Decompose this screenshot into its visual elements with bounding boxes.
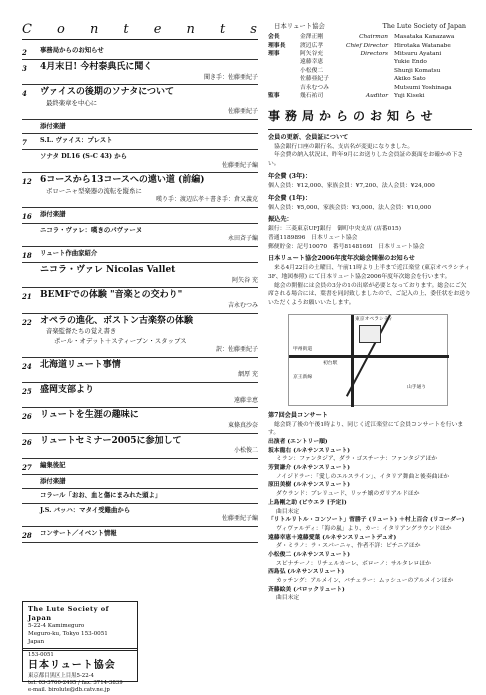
fee-3yr-text: 個人会員：¥12,000、家族会員：¥7,200、法人会員：¥24,000	[268, 182, 435, 189]
article-title: リュートセミナー2005に参加して	[40, 435, 182, 446]
article-title: コンサート／イベント情報	[40, 528, 117, 537]
officer-name: 佐藤亜紀子	[300, 76, 329, 83]
performer: 遠藤幸恵＋遠藤愛葉 (ルネサンスリュートデュオ)	[268, 534, 397, 541]
officer-title	[344, 67, 394, 75]
society-address-en	[22, 601, 138, 651]
article-author: 網厚 充	[238, 371, 258, 379]
officer-name: 小松俊二	[300, 67, 324, 74]
officer-title: Directors	[360, 51, 388, 58]
page-number	[22, 506, 40, 524]
program: 曲目未定	[276, 508, 300, 515]
article-author: 訳：佐藤亜紀子	[215, 345, 258, 353]
article-title: 添付楽譜	[40, 209, 66, 218]
officer-role	[268, 75, 300, 83]
officer-name: 渡辺広孝	[300, 42, 324, 49]
contents-item[interactable]	[22, 85, 258, 120]
performer-list	[268, 447, 472, 603]
map-road	[351, 315, 354, 407]
contents-heading-letter: n	[186, 22, 196, 37]
article-title: BEMFでの体験 "音楽との交わり"	[40, 290, 183, 301]
article-author: 佐藤亜紀子	[227, 108, 258, 116]
article-subtitle: ポール・オデット＋スティーブン・スタッブス	[54, 336, 187, 345]
page-number: 28	[22, 530, 32, 540]
notice-heading: 事務局からのお知らせ	[268, 108, 472, 129]
page-number	[22, 122, 40, 131]
page-number: 26	[22, 437, 32, 447]
program: ヴィヴァルディ：「海の嵐」より、カー：イタリアングラウンドほか	[276, 525, 452, 532]
article-title: 北海道リュート事情	[40, 359, 121, 370]
article-author: 東條真沙奈	[227, 422, 258, 430]
article-subtitle: 最終楽章を中心に	[46, 99, 98, 108]
performer: 原田美樹 (ルネサンスリュート)	[268, 482, 351, 489]
contents-item[interactable]	[22, 475, 258, 489]
contents-heading-letter: C	[22, 22, 33, 37]
officer-role	[268, 84, 300, 92]
program: 曲目未定	[276, 595, 300, 602]
article-title: 添付楽譜	[40, 122, 66, 131]
contents-heading-letter: n	[89, 22, 100, 37]
performers-label: 出演者 (エントリー順)	[268, 439, 328, 446]
contents-item[interactable]	[22, 408, 258, 433]
fee-1yr-text: 個人会員：¥5,000、家族会員：¥3,000、法人会員：¥10,000	[268, 204, 432, 211]
zip-code: 153-0051	[28, 652, 54, 658]
address-line: Meguro-ku, Tokyo 153-0051	[28, 631, 108, 638]
contents-item[interactable]	[22, 44, 258, 60]
program: ダ・ミラノ：ラ・スパーニャ、作者不詳：ピチニアほか	[276, 543, 421, 550]
venue-map	[288, 314, 448, 406]
article-author: 佐藤亜紀子編	[221, 161, 258, 169]
transfer-text: 普通1189896 日本リュート協会	[268, 234, 358, 241]
article-author: 吉永むつみ	[227, 301, 258, 309]
map-label: 京王新線	[293, 374, 313, 380]
contents-item[interactable]	[22, 134, 258, 150]
program: ノイジドラー：「愛しのエルスライン」、イタリア舞曲と後奏曲ほか	[276, 473, 450, 480]
officer-name: 遠藤幸恵	[300, 59, 324, 66]
transfer-heading: 振込先：	[268, 216, 293, 224]
page-number: 3	[22, 64, 27, 73]
performer: 「リトルリトル・コンソート」菅勝子 (リュート) ＋村上百合 (リコーダー)	[268, 517, 465, 524]
officer-role: 監事	[268, 93, 280, 100]
officer-title: Chief Director	[346, 42, 388, 49]
contents-heading-letter: o	[57, 22, 66, 37]
page-number: 25	[22, 386, 32, 396]
contents-item[interactable]	[22, 314, 258, 358]
contents-item[interactable]	[22, 120, 258, 134]
officer-name: 金澤正剛	[300, 34, 324, 41]
contents-item[interactable]	[22, 247, 258, 263]
article-title: 4月末日! 今村泰典氏に聞く	[40, 62, 153, 72]
program: ミラン：ファンタジア、ダラ・ゴスチーナ：ファンタジアほか	[276, 456, 438, 463]
officer-role: 理事	[268, 51, 280, 58]
article-title: J.S. バッハ：マタイ受難曲から	[40, 505, 131, 514]
article-title: ニコラ・ヴァレ：嘆きのパヴァーヌ	[40, 225, 143, 234]
contents-item[interactable]	[22, 224, 258, 247]
concert-intro: 総会終了後の午後1時より、同じく近江楽堂にて会員コンサートを行います。	[268, 421, 464, 437]
article-title: 事務局からのお知らせ	[40, 46, 104, 54]
fee-3yr-heading: 年会費 (3年)：	[268, 172, 312, 180]
page-number: 4	[22, 89, 27, 99]
contents-item[interactable]	[22, 288, 258, 313]
society-title	[268, 22, 472, 31]
page-number	[22, 477, 40, 486]
contents-item[interactable]	[22, 489, 258, 503]
map-label: 東京オペラシティ	[355, 316, 393, 322]
program: ダウランド：ブレリュード、リッチ嬢のガリアルドほか	[276, 491, 420, 498]
article-author: 遠藤幸恵	[233, 396, 258, 404]
article-author: 嘆り手：渡辺広孝＋書き手：倉又義克	[155, 196, 258, 204]
page-number: 16	[22, 211, 32, 221]
officer-role	[268, 58, 300, 66]
officer-name: 吉永むつみ	[300, 84, 329, 91]
map-label: 山手通り	[407, 384, 427, 390]
page-number: 12	[22, 177, 32, 187]
officer-name-en: Masataka Kanazawa	[394, 34, 455, 41]
contents-heading-letter: t	[219, 22, 227, 37]
page-number	[22, 226, 40, 244]
officer-name-en: Shunji Komatsu	[394, 67, 441, 74]
article-title: S.L. ヴァイス：プレスト	[40, 136, 113, 145]
renewal-text: 協会銀行口座の銀行名、支店名が変更になりました。	[274, 143, 414, 150]
society-name-jp: 日本リュート協会	[28, 660, 116, 672]
address-line: Japan	[28, 639, 45, 646]
fee-1yr-heading: 年会費 (1年)：	[268, 194, 312, 202]
performer: 小松俊二 (ルネサンスリュート)	[268, 551, 351, 558]
article-subtitle: ボローニャ型楽器の流転を縦糸に	[46, 186, 142, 195]
notice-panel	[268, 22, 472, 603]
contents-item[interactable]	[22, 434, 258, 459]
contents-item[interactable]	[22, 459, 258, 475]
article-title: 6コースから13コースへの遠い道 (前編)	[40, 175, 205, 186]
contents-item[interactable]	[22, 208, 258, 224]
page-number: 21	[22, 292, 32, 302]
article-author: 阿矢谷 充	[232, 276, 258, 284]
officer-title	[344, 84, 394, 92]
officer-name: 幾石祐司	[300, 93, 324, 100]
officer-role: 会長	[268, 34, 280, 41]
society-title-en: The Lute Society of Japan	[382, 22, 466, 30]
contents-panel	[22, 22, 258, 543]
contents-item[interactable]	[22, 150, 258, 173]
contents-item[interactable]	[22, 173, 258, 208]
contents-list	[22, 44, 258, 543]
article-title: リュートを生涯の趣味に	[40, 410, 139, 421]
performer: 芳賀謙介 (ルネサンスリュート)	[268, 465, 351, 472]
transfer-text: 銀行：三菱東京UFJ銀行 御町中央支店 (店番015)	[268, 226, 402, 233]
meeting-text: 来る4月22日の土曜日、午前11時より上半まで近江楽堂 (東京オペラシティ3F、地図参照) にて日本リュート協会2006年度年次総会を行います。	[268, 265, 470, 280]
page-number: 27	[22, 463, 32, 473]
article-author: 永田斉子編	[227, 235, 258, 243]
page-number: 2	[22, 48, 27, 57]
page-number: 18	[22, 250, 32, 260]
contents-item[interactable]	[22, 504, 258, 527]
article-author: 佐藤亜紀子編	[221, 514, 258, 522]
page-number	[22, 265, 40, 285]
contents-item[interactable]	[22, 527, 258, 543]
officer-name-en: Yuji Kiseki	[394, 93, 425, 100]
contents-item[interactable]	[22, 383, 258, 408]
article-title: オペラの進化、ボストン古楽祭の体験	[40, 315, 194, 326]
contents-heading	[22, 22, 258, 40]
article-title: ヴァイスの後期のソナタについて	[40, 87, 175, 98]
page-number: 7	[22, 138, 27, 148]
page-number: 26	[22, 412, 32, 422]
transfer-text: 郵便貯金：記号10070 番号8148169I 日本リュート協会	[268, 243, 425, 250]
performer: 西島弘 (ルネサンスリュート)	[268, 569, 345, 576]
map-label: 初台駅	[323, 360, 338, 366]
phone-line: tel. 03-3760-2495 / fax. 3714-3839	[28, 680, 123, 687]
concert-section	[268, 412, 472, 603]
article-author: 小松俊二	[233, 447, 258, 455]
page-number	[22, 152, 40, 170]
society-address-jp	[22, 648, 138, 694]
contents-item[interactable]	[22, 60, 258, 85]
officer-role: 理事長	[268, 42, 286, 49]
address-line: 5-22-4 Kamimeguro	[28, 623, 85, 630]
officer-name-en: Mitsuru Ayatani	[394, 51, 442, 58]
meeting-text: 総会の開催には会員の3分の1の出席が必要となっております。総会にご欠席される場合には、葉書を同封致しましたので、ご記入の上、委任状をお送りいただくようお願いいたします。	[268, 282, 471, 306]
article-author: 聞き手：佐藤亜紀子	[203, 73, 258, 81]
article-title: リュート作曲家紹介	[40, 248, 98, 257]
officer-name-en: Mutsumi Yoshinaga	[394, 84, 452, 91]
contents-item[interactable]	[22, 358, 258, 383]
email-link[interactable]: e-mail. birolute@db.catv.ne.jp	[28, 687, 110, 694]
page-number: 24	[22, 361, 32, 371]
article-title: 盛岡支部より	[40, 384, 95, 395]
society-name-en: The Lute Society of Japan	[28, 605, 109, 623]
officer-title	[344, 58, 394, 66]
article-subtitle: 音楽監督たちの覚え書き	[46, 327, 117, 336]
program: カッチング：アルメイン、バチェラー：ムッシューのアルメインほか	[276, 578, 454, 585]
contents-heading-letter: t	[123, 22, 130, 37]
article-title: 添付楽譜	[40, 477, 66, 486]
society-title-jp: 日本リュート協会	[274, 22, 325, 30]
program: スピナチーノ：リチェルカーレ、ボローノ：サルタレロほか	[276, 560, 431, 567]
article-title: ソナタ DL16 (S-C 43) から	[40, 152, 127, 161]
map-building	[359, 325, 381, 343]
page-number: 22	[22, 317, 32, 327]
officers-table	[268, 33, 472, 100]
officer-title	[344, 75, 394, 83]
performer: 上島剛之助 (ビウエラ [予定])	[268, 499, 347, 506]
officer-title: Auditor	[365, 93, 388, 100]
performer: 坂本龍右 (ルネサンスリュート)	[268, 447, 351, 454]
renewal-text: 年会費の納入状況は、昨年9月にお送りした会員証の裏面をお確かめ下さい。	[268, 152, 464, 168]
article-title: コラール「おお、血と傷にまみれた頭よ」	[40, 491, 162, 500]
performer: 斉藤絵美 (バロックリュート)	[268, 586, 345, 593]
officer-role	[268, 67, 300, 75]
contents-item[interactable]	[22, 263, 258, 288]
officer-title: Chairman	[359, 34, 388, 41]
renewal-heading: 会員の更新、会員証について	[268, 133, 349, 141]
officer-name-en: Hirotaka Watanabe	[394, 42, 451, 49]
officer-name-en: Yukie Endo	[394, 59, 427, 66]
page-number	[22, 491, 40, 500]
contents-heading-letter: s	[250, 22, 258, 37]
concert-heading: 第7回会員コンサート	[268, 411, 328, 419]
map-label: 甲州街道	[293, 346, 313, 352]
officer-name: 阿矢谷充	[300, 51, 324, 58]
meeting-heading: 日本リュート協会2006年度年次総会開催のお知らせ	[268, 255, 415, 263]
contents-heading-letter: e	[153, 22, 163, 37]
officer-name-en: Akiko Sato	[394, 76, 426, 83]
article-title: 編集後記	[40, 461, 66, 470]
article-title: ニコラ・ヴァレ Nicolas Vallet	[40, 264, 176, 275]
address-line: 東京都目黒区上目黒5-22-4	[28, 672, 94, 679]
